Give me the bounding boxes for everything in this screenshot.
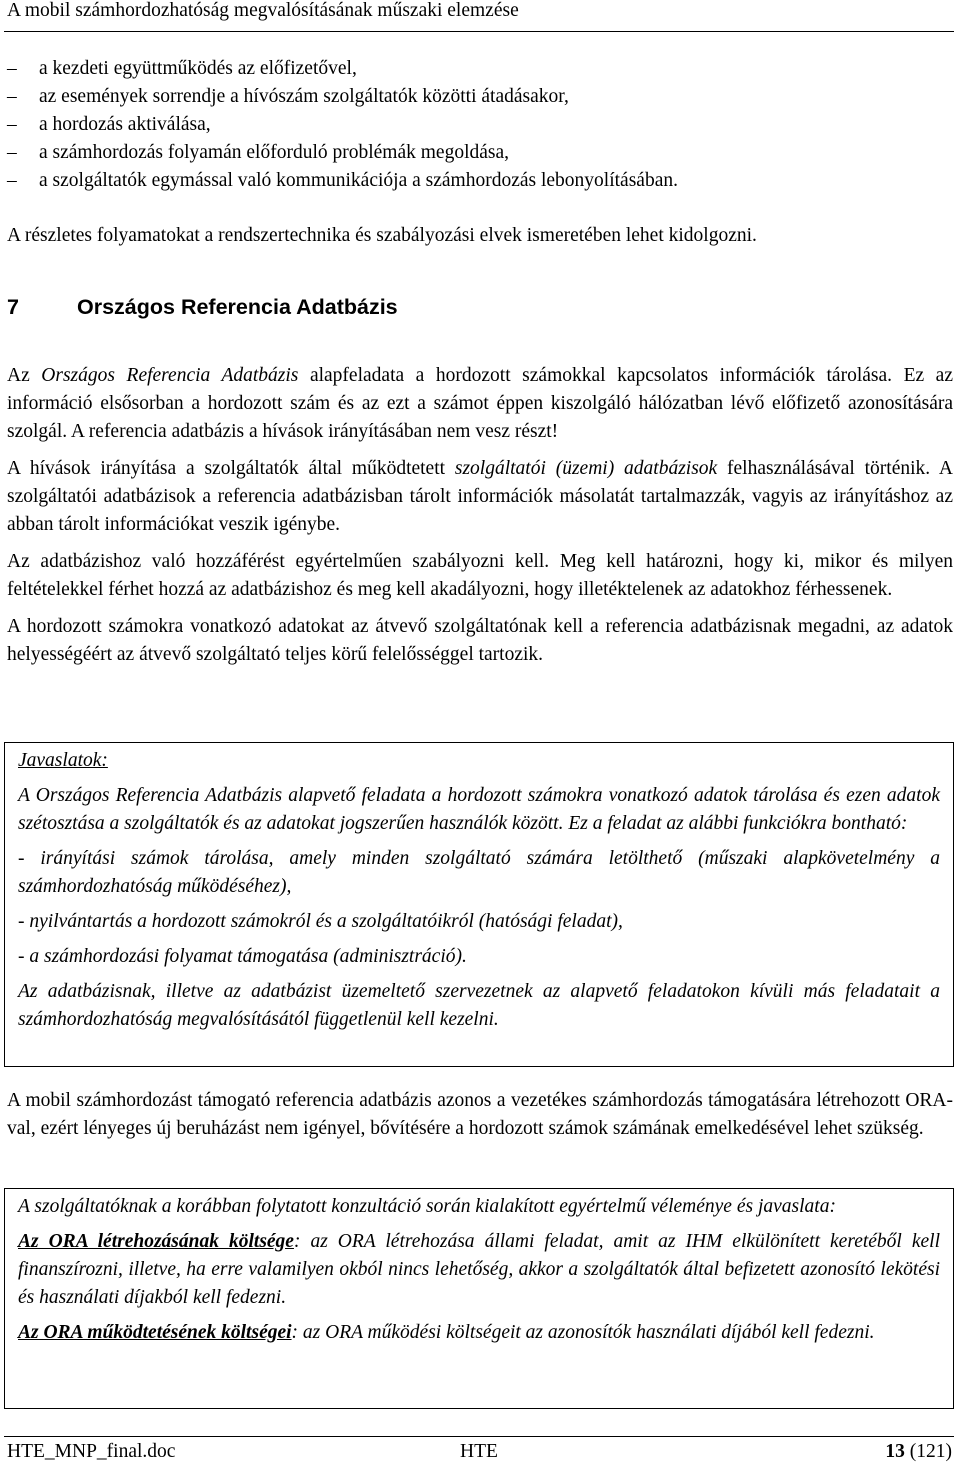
consultation-box <box>4 1188 954 1409</box>
paragraph: A Országos Referencia Adatbázis alapvető feladata a hordozott számokra vonatkozó adatok tárolása és ezen adatok szétosztása a szolgáltatók és az adatokat jogszerűen használók között. Ez a feladat az alábbi funkciókra bontható: <box>18 785 940 834</box>
footer-org: HTE <box>460 1441 498 1462</box>
section-title: Országos Referencia Adatbázis <box>77 295 398 319</box>
paragraph: Az ORA létrehozásának költsége: az ORA létrehozása állami feladat, amit az IHM elkülönített keretéből kell finanszírozni, illetve, ha erre valamilyen okból nincs lehetőség, akkor a szolgáltatók által befizetett azonosító lekötési és használati díjakból kell fedezni. <box>18 1231 940 1308</box>
section-heading <box>7 293 953 321</box>
list-item: – a kezdeti együttműködés az előfizetővel, <box>7 58 357 79</box>
list-item: - nyilvántartás a hordozott számokról és a szolgáltatóikról (hatósági feladat), <box>18 911 623 932</box>
intro-paragraph: A részletes folyamatokat a rendszertechnika és szabályozási elvek ismeretében lehet kidolgozni. <box>7 225 757 246</box>
list-item: - irányítási számok tárolása, amely minden szolgáltató számára letölthető (műszaki alapkövetelmény a számhordozhatóság működéséhez), <box>18 848 940 897</box>
paragraph: Az adatbázishoz való hozzáférést egyértelműen szabályozni kell. Meg kell határozni, hogy ki, mikor és milyen feltételekkel férhet hozzá az adatbázishoz és meg kell akadályozni, hogy illetéktelenek az adatokhoz férhessenek. <box>7 551 953 600</box>
proposals-box <box>4 742 954 1067</box>
paragraph: Az Országos Referencia Adatbázis alapfeladata a hordozott számokkal kapcsolatos információk tárolása. Ez az információ elsősorban a hordozott szám és az ezt a számot éppen kiszolgáló hálózatban lévő előfizető azonosítására szolgál. A referencia adatbázis a hívások irányításában nem vesz részt! <box>7 365 953 442</box>
paragraph: A mobil számhordozást támogató referencia adatbázis azonos a vezetékes számhordozás támogatására létrehozott ORA-val, ezért lényeges új beruházást nem igényel, bővítésére a hordozott számok számának emelkedésével lehet szükség. <box>7 1090 953 1139</box>
section-number: 7 <box>7 295 19 319</box>
footer-filename: HTE_MNP_final.doc <box>7 1441 176 1462</box>
paragraph: A szolgáltatóknak a korábban folytatott konzultáció során kialakított egyértelmű véleménye és javaslata: <box>18 1196 836 1217</box>
paragraph: A hordozott számokra vonatkozó adatokat az átvevő szolgáltatónak kell a referencia adatbázisnak megadni, az adatok helyességéért az átvevő szolgáltató teljes körű felelősséggel tartozik. <box>7 616 953 665</box>
bullet-list <box>7 55 953 195</box>
paragraph: A hívások irányítása a szolgáltatók által működtetett szolgáltatói (üzemi) adatbázisok felhasználásával történik. A szolgáltatói adatbázisok a referencia adatbázisban tárolt információk másolatát tartalmazzák, vagyis az irányításhoz az abban tárolt információkat veszik igénybe. <box>7 458 953 535</box>
list-item: – az események sorrendje a hívószám szolgáltatók közötti átadásakor, <box>7 86 569 107</box>
footer-page-number: 13 (121) <box>885 1441 952 1462</box>
proposals-heading: Javaslatok: <box>18 750 108 771</box>
list-item: – a hordozás aktiválása, <box>7 114 211 135</box>
list-item: – a szolgáltatók egymással való kommunikációja a számhordozás lebonyolításában. <box>7 170 678 191</box>
paragraph: Az ORA működtetésének költségei: az ORA működési költségeit az azonosítók használati díjából kell fedezni. <box>18 1322 875 1343</box>
main-text <box>7 362 953 678</box>
list-item: – a számhordozás folyamán előforduló problémák megoldása, <box>7 142 510 163</box>
paragraph: Az adatbázisnak, illetve az adatbázist üzemeltető szervezetnek az alapvető feladatokon kívüli más feladatait a számhordozhatóság megvalósításától függetlenül kell kezelni. <box>18 981 940 1030</box>
after-box-text <box>7 1087 953 1143</box>
list-item: - a számhordozási folyamat támogatása (adminisztráció). <box>18 946 467 967</box>
page-header: A mobil számhordozhatóság megvalósításának műszaki elemzése <box>7 0 519 21</box>
footer-rule <box>4 1436 954 1437</box>
header-rule <box>4 31 954 32</box>
